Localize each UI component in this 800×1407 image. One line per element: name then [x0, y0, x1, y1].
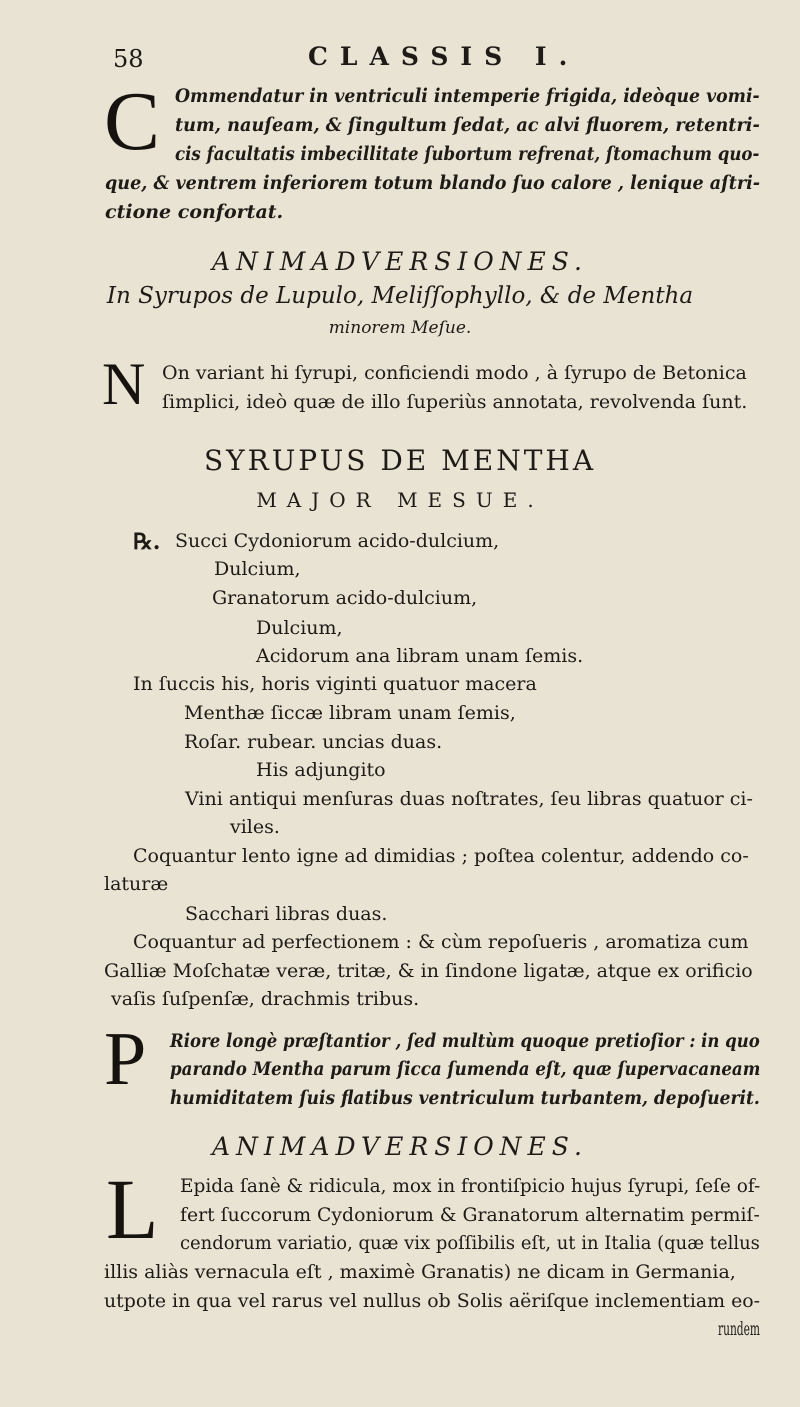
section2-line-5: utpote in qua vel rarus vel nullus ob Solis aëriſque inclementiam eo-	[104, 1290, 761, 1312]
praestantior-line-1: Riore longè præſtantior , ſed multùm quoque pretioſior : in quo	[170, 1030, 760, 1052]
recipe-line-7: Menthæ ſiccæ libram unam ſemis,	[184, 702, 516, 724]
intro-line-2: tum, nauſeam, & ſingultum ſedat, ac alvi fluorem, retentri-	[175, 114, 760, 136]
running-title: CLASSIS I.	[308, 42, 580, 71]
recipe-line-10: Vini antiqui menſuras duas noſtrates, ſeu libras quatuor ci-	[185, 788, 753, 810]
recipe-line-15: Coquantur ad perfectionem : & cùm repoſueris , aromatiza cum	[133, 931, 749, 953]
recipe-line-4: Dulcium,	[256, 617, 343, 639]
recipe-line-8: Roſar. rubear. uncias duas.	[184, 731, 443, 753]
praestantior-dropcap: P	[104, 1017, 147, 1101]
section1-heading: ANIMADVERSIONES.	[212, 247, 588, 276]
recipe-line-11: viles.	[230, 816, 280, 838]
section2-line-2: fert ſuccorum Cydoniorum & Granatorum alternatim permiſ-	[180, 1204, 760, 1226]
recipe-line-14: Sacchari libras duas.	[185, 903, 388, 925]
recipe-subtitle: MAJOR MESUE.	[256, 488, 544, 512]
recipe-line-6: In ſuccis his, horis viginti quatuor macera	[133, 673, 537, 695]
recipe-line-16: Galliæ Moſchatæ veræ, tritæ, & in ſindone ligatæ, atque ex orificio	[104, 960, 753, 982]
section1-subheading-2: minorem Meſue.	[328, 318, 472, 338]
praestantior-line-3: humiditatem ſuis flatibus ventriculum turbantem, depoſuerit.	[170, 1087, 760, 1109]
recipe-line-1: Succi Cydoniorum acido-dulcium,	[175, 530, 500, 552]
recipe-line-3: Granatorum acido-dulcium,	[212, 587, 478, 609]
recipe-line-2: Dulcium,	[214, 558, 301, 580]
intro-line-5: ctione confortat.	[105, 201, 284, 223]
recipe-line-9: His adjungito	[256, 759, 386, 781]
recipe-line-13: laturæ	[104, 873, 169, 895]
section2-line-3: cendorum variatio, quæ vix poſſibilis eſt, ut in Italia (quæ tellus	[180, 1232, 760, 1254]
section1-line-2: ſimplici, ideò quæ de illo ſuperiùs annotata, revolvenda ſunt.	[162, 391, 748, 413]
section2-heading: ANIMADVERSIONES.	[212, 1132, 588, 1161]
section2-dropcap: L	[106, 1161, 159, 1257]
praestantior-line-2: parando Mentha parum ſicca ſumenda eſt, quæ ſupervacaneam	[170, 1058, 761, 1080]
section2-line-6: rundem	[718, 1318, 760, 1340]
intro-dropcap: C	[104, 75, 161, 168]
recipe-line-17: vaſis ſuſpenſæ, drachmis tribus.	[111, 988, 420, 1010]
intro-line-3: cis facultatis imbecillitate ſubortum refrenat, ſtomachum quo-	[175, 143, 760, 165]
section1-line-1: On variant hi ſyrupi, conficiendi modo , à ſyrupo de Betonica	[162, 362, 747, 384]
intro-line-1: Ommendatur in ventriculi intemperie frigida, ideòque vomi-	[175, 85, 760, 107]
page-number: 58	[113, 45, 144, 73]
recipe-line-5: Acidorum ana libram unam ſemis.	[256, 645, 584, 667]
intro-line-4: que, & ventrem inferiorem totum blando ſuo calore , lenique aſtri-	[105, 172, 761, 194]
section1-dropcap: N	[102, 351, 146, 417]
recipe-title: SYRUPUS DE MENTHA	[203, 444, 597, 477]
section2-line-1: Epida ſanè & ridicula, mox in frontiſpicio hujus ſyrupi, ſeſe of-	[180, 1175, 761, 1197]
section2-line-4: illis aliàs vernacula eſt , maximè Granatis) ne dicam in Germania,	[104, 1261, 736, 1283]
recipe-line-12: Coquantur lento igne ad dimidias ; poſtea colentur, addendo co-	[133, 845, 749, 867]
section1-subheading-1: In Syrupos de Lupulo, Meliſſophyllo, & de Mentha	[106, 283, 694, 309]
recipe-symbol: ℞.	[133, 529, 161, 555]
